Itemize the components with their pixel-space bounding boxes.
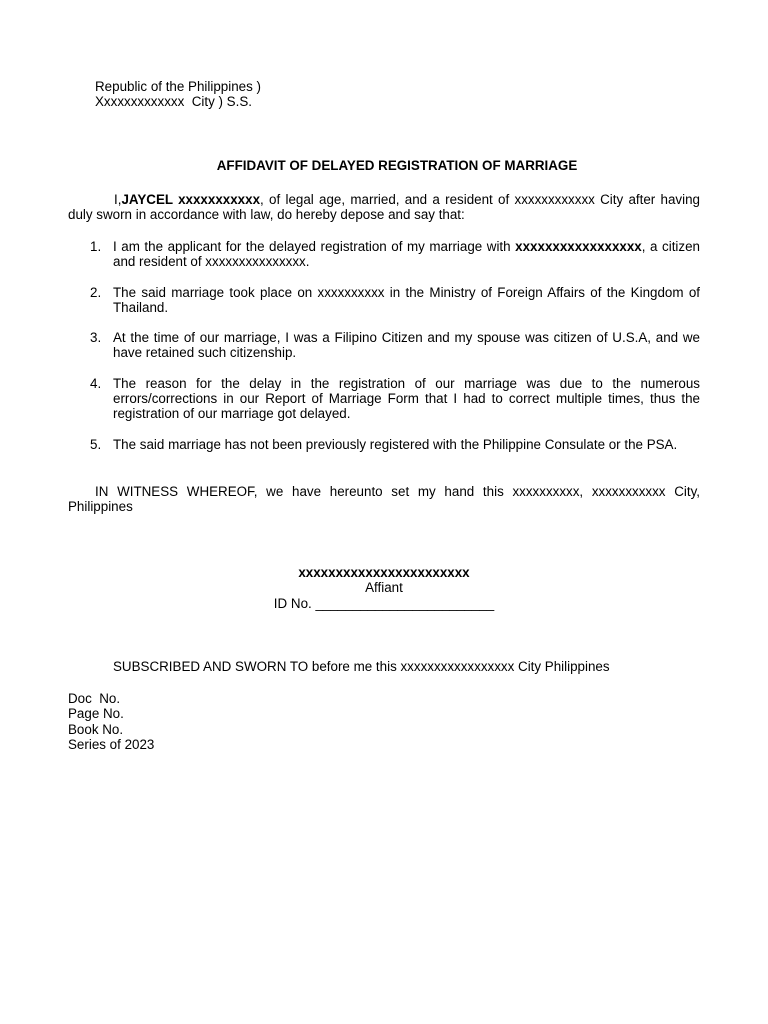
- doc-number: Doc No.: [68, 691, 121, 706]
- id-number-line: ID No. ________________________: [273, 595, 495, 611]
- affiant-signature-block: [0, 565, 768, 611]
- intro-text: , of legal age, married, and a resident of xxxxxxxxxxxx City after having duly sworn in accordance with law, do hereby depose and say that:: [68, 192, 701, 223]
- statement-item: [68, 239, 700, 270]
- affiant-name-inline: JAYCEL xxxxxxxxxxx: [121, 192, 261, 207]
- statement-item: [68, 437, 700, 452]
- witness-text: IN WITNESS WHEREOF, we have hereunto set my hand this xxxxxxxxxx, xxxxxxxxxxx City, Philippines: [68, 484, 700, 515]
- witness-paragraph: [68, 484, 700, 515]
- affiant-name: xxxxxxxxxxxxxxxxxxxxxxx: [298, 565, 470, 580]
- series-year: Series of 2023: [68, 736, 155, 752]
- spouse-name: xxxxxxxxxxxxxxxxx: [515, 239, 642, 254]
- book-number: Book No.: [68, 721, 124, 737]
- page-number: Page No.: [68, 706, 124, 722]
- intro-prefix: I,: [114, 192, 122, 207]
- statement-number: 5.: [90, 436, 102, 452]
- statement-text: At the time of our marriage, I was a Filipino Citizen and my spouse was citizen of U.S.A, and we have retained such citizenship.: [113, 330, 700, 361]
- document-title: AFFIDAVIT OF DELAYED REGISTRATION OF MARRIAGE: [216, 158, 578, 173]
- statement-text: The reason for the delay in the registration of our marriage was due to the numerous errors/corrections in our Report of Marriage Form that I had to correct multiple times, thus the registration of our marriage got delayed.: [113, 375, 700, 422]
- statement-number: 4.: [90, 375, 102, 391]
- intro-paragraph: [68, 192, 700, 223]
- statement-item: [68, 376, 700, 422]
- notarial-register: [68, 691, 154, 752]
- statement-text: The said marriage took place on xxxxxxxxxx in the Ministry of Foreign Affairs of the Kingdom of Thailand.: [113, 284, 700, 315]
- venue-header: [95, 79, 261, 110]
- jurat-statement: SUBSCRIBED AND SWORN TO before me this xxxxxxxxxxxxxxxxx City Philippines: [113, 659, 610, 674]
- statement-text: The said marriage has not been previously registered with the Philippine Consulate or the PSA.: [113, 436, 678, 452]
- statement-text-end: , a citizen and resident of xxxxxxxxxxxxxxx.: [113, 239, 700, 270]
- statement-number: 1.: [90, 239, 102, 254]
- affiant-label: Affiant: [365, 580, 403, 596]
- venue-line-city: Xxxxxxxxxxxxx City ) S.S.: [95, 94, 252, 110]
- statement-number: 2.: [90, 284, 102, 300]
- statement-item: [68, 330, 700, 361]
- statement-list: [68, 239, 700, 467]
- venue-line-republic: Republic of the Philippines ): [95, 79, 261, 94]
- statement-text: I am the applicant for the delayed registration of my marriage with: [113, 239, 516, 254]
- statement-item: [68, 285, 700, 316]
- statement-number: 3.: [90, 330, 102, 346]
